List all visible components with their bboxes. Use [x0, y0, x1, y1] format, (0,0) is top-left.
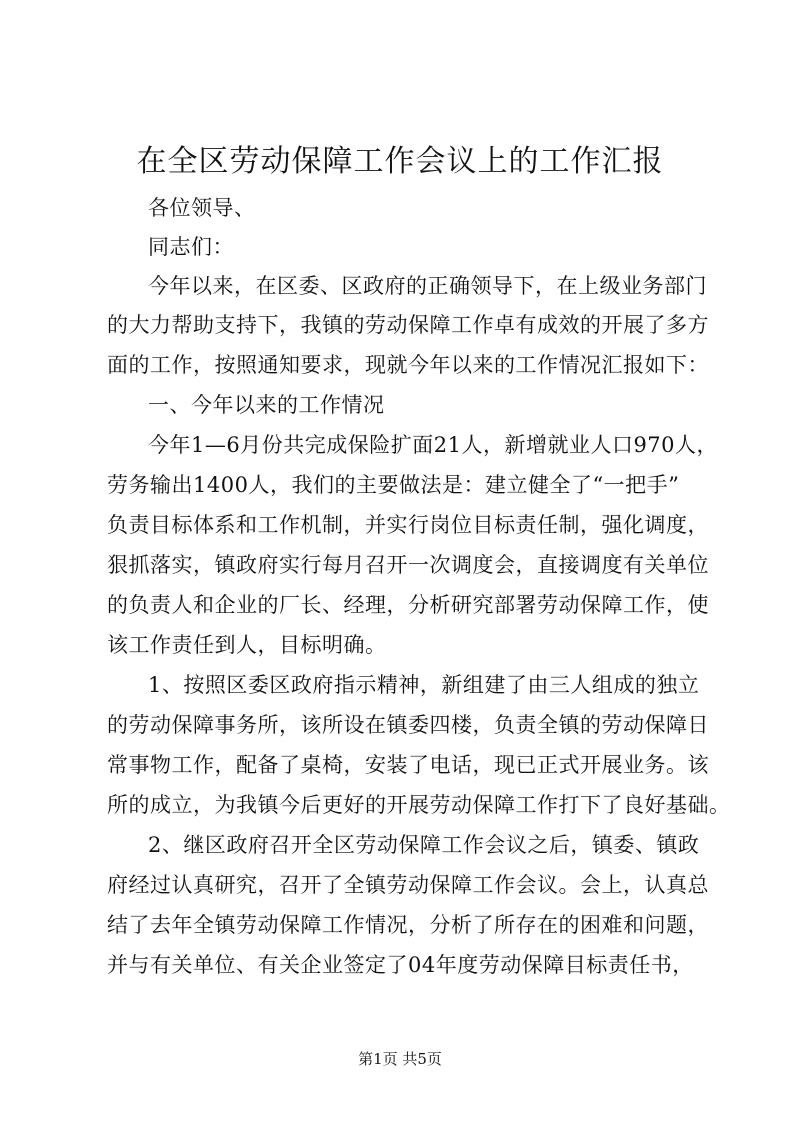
text-line: 的负责人和企业的厂长、经理，分析研究部署劳动保障工作，使 — [107, 593, 709, 617]
page-title: 在全区劳动保障工作会议上的工作汇报 — [136, 144, 664, 179]
text-line: 的劳动保障事务所，该所设在镇委四楼，负责全镇的劳动保障日 — [107, 713, 709, 737]
text-line: 该工作责任到人，目标明确。 — [107, 633, 387, 657]
text-line: 劳务输出1400人，我们的主要做法是：建立健全了“一把手” — [107, 473, 680, 497]
text-line: 1、按照区委区政府指示精神，新组建了由三人组成的独立 — [148, 673, 700, 697]
text-line: 所的成立，为我镇今后更好的开展劳动保障工作打下了良好基础。 — [107, 793, 731, 817]
text-line: 结了去年全镇劳动保障工作情况，分析了所存在的困难和问题， — [107, 913, 709, 937]
text-line: 负责目标体系和工作机制，并实行岗位目标责任制，强化调度， — [107, 513, 709, 537]
text-line: 今年1—6月份共完成保险扩面21人，新增就业人口970人， — [148, 433, 719, 457]
text-line: 并与有关单位、有关企业签定了04年度劳动保障目标责任书， — [107, 953, 694, 977]
text-line: 同志们： — [148, 235, 234, 259]
text-line: 面的工作，按照通知要求，现就今年以来的工作情况汇报如下： — [107, 353, 709, 377]
text-line: 各位领导、 — [148, 196, 256, 220]
text-line: 常事物工作，配备了桌椅，安装了电话，现已正式开展业务。该 — [107, 753, 709, 777]
text-line: 狠抓落实，镇政府实行每月召开一次调度会，直接调度有关单位 — [107, 553, 709, 577]
text-line: 的大力帮助支持下，我镇的劳动保障工作卓有成效的开展了多方 — [107, 313, 709, 337]
page-footer: 第1页 共5页 — [358, 1050, 442, 1068]
text-line: 今年以来，在区委、区政府的正确领导下，在上级业务部门 — [148, 274, 707, 298]
text-line: 府经过认真研究，召开了全镇劳动保障工作会议。会上，认真总 — [107, 873, 709, 897]
text-line: 2、继区政府召开全区劳动保障工作会议之后，镇委、镇政 — [148, 833, 700, 857]
section-heading: 一、今年以来的工作情况 — [148, 393, 385, 417]
